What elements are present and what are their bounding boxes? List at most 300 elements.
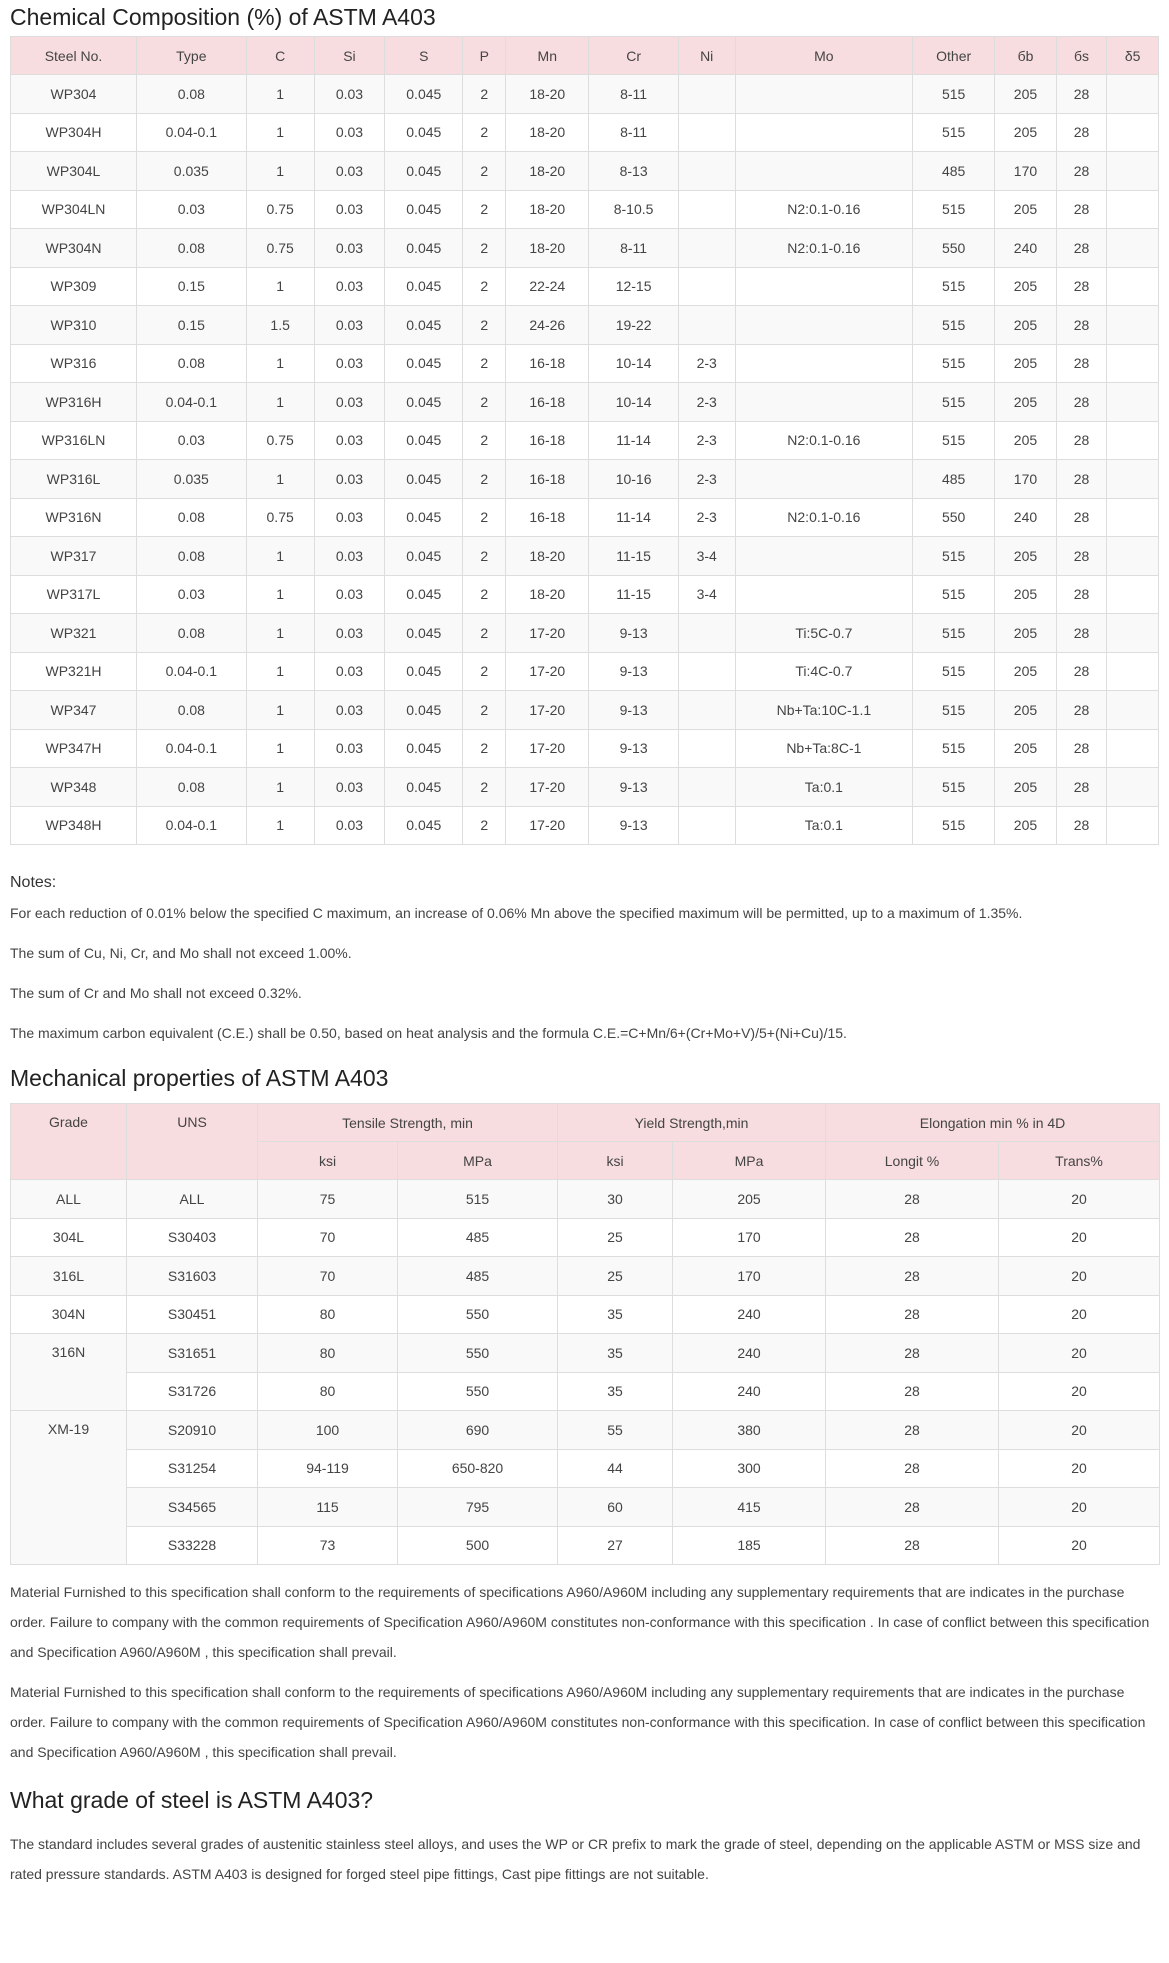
- table-cell: Ti:5C-0.7: [735, 614, 913, 653]
- table-cell: 550: [398, 1295, 558, 1334]
- table-cell: 0.03: [314, 190, 385, 229]
- table-cell: [678, 267, 735, 306]
- table-cell: N2:0.1-0.16: [735, 421, 913, 460]
- table-row: [11, 460, 1159, 499]
- table-cell: 515: [398, 1180, 558, 1219]
- table-cell: 205: [995, 537, 1057, 576]
- table-cell: 28: [1056, 383, 1106, 422]
- table-cell: 515: [913, 344, 995, 383]
- table-cell: [735, 75, 913, 114]
- table-cell: S31254: [127, 1449, 258, 1488]
- table-cell: 20: [999, 1334, 1160, 1373]
- table-cell: 10-14: [589, 383, 678, 422]
- table-row: [11, 306, 1159, 345]
- table-cell: 550: [913, 229, 995, 268]
- table-cell: 2: [463, 190, 506, 229]
- table-row: [11, 113, 1159, 152]
- table-cell: 28: [826, 1180, 999, 1219]
- table-cell: 16-18: [506, 344, 589, 383]
- table-cell: 170: [995, 460, 1057, 499]
- table-cell: 205: [995, 614, 1057, 653]
- table-cell: 1: [246, 652, 314, 691]
- table-cell: 28: [1056, 768, 1106, 807]
- table-cell: 0.045: [385, 190, 463, 229]
- chemical-column-header: C: [246, 37, 314, 75]
- table-cell: 515: [913, 113, 995, 152]
- table-cell: 94-119: [258, 1449, 398, 1488]
- table-cell: 25: [558, 1257, 673, 1296]
- table-cell: 240: [673, 1295, 826, 1334]
- table-cell: 0.03: [314, 75, 385, 114]
- table-cell: 240: [995, 229, 1057, 268]
- table-cell: 11-15: [589, 575, 678, 614]
- chemical-column-header: Cr: [589, 37, 678, 75]
- table-cell: 9-13: [589, 806, 678, 845]
- table-cell: 205: [995, 768, 1057, 807]
- chemical-column-header: δ5: [1107, 37, 1159, 75]
- note-item: The maximum carbon equivalent (C.E.) shall be 0.50, based on heat analysis and the formula C.E.=C+Mn/6+(Cr+Mo+V)/5+(Ni+Cu)/15.: [10, 1025, 847, 1041]
- table-cell: Ta:0.1: [735, 806, 913, 845]
- table-cell: [1107, 498, 1159, 537]
- table-row: [11, 537, 1159, 576]
- table-cell: 28: [1056, 537, 1106, 576]
- table-cell: WP304: [11, 75, 137, 114]
- table-cell: 17-20: [506, 652, 589, 691]
- table-cell: 485: [913, 460, 995, 499]
- table-cell: 1: [246, 575, 314, 614]
- table-cell: 0.045: [385, 729, 463, 768]
- table-cell: 70: [258, 1257, 398, 1296]
- chemical-column-header: Steel No.: [11, 37, 137, 75]
- table-cell: [1107, 652, 1159, 691]
- table-cell: [1107, 421, 1159, 460]
- table-cell: [678, 806, 735, 845]
- table-cell: [1107, 614, 1159, 653]
- table-cell: WP348H: [11, 806, 137, 845]
- table-cell: 0.75: [246, 190, 314, 229]
- table-cell: 205: [995, 267, 1057, 306]
- table-cell: S31603: [127, 1257, 258, 1296]
- table-cell: WP309: [11, 267, 137, 306]
- table-cell: 8-13: [589, 152, 678, 191]
- table-cell: 18-20: [506, 113, 589, 152]
- table-cell: S30451: [127, 1295, 258, 1334]
- table-cell: S31651: [127, 1334, 258, 1373]
- table-cell: 2: [463, 768, 506, 807]
- table-row: [11, 1488, 1160, 1527]
- grade-cell: 304N: [11, 1295, 127, 1334]
- table-row: [11, 614, 1159, 653]
- table-row: [11, 421, 1159, 460]
- table-cell: 300: [673, 1449, 826, 1488]
- conformance-paragraph: Material Furnished to this specification shall conform to the requirements of specifications A960/A960M including any supplementary requirements that are indicates in the purchase order. Failure to company with the common requirements of Specification A960/A960M constitutes non-conformance with this specification. In case of conflict between this specification and Specification A960/A960M , this specification shall prevail.: [10, 1684, 1146, 1760]
- table-cell: 28: [1056, 75, 1106, 114]
- table-cell: 2: [463, 729, 506, 768]
- table-cell: S33228: [127, 1526, 258, 1565]
- table-cell: [1107, 768, 1159, 807]
- table-cell: [678, 113, 735, 152]
- table-row: [11, 267, 1159, 306]
- table-cell: [1107, 344, 1159, 383]
- table-cell: 60: [558, 1488, 673, 1527]
- table-cell: 380: [673, 1411, 826, 1450]
- table-cell: 28: [1056, 729, 1106, 768]
- table-row: [11, 1411, 1160, 1450]
- table-cell: 17-20: [506, 768, 589, 807]
- table-cell: 17-20: [506, 729, 589, 768]
- table-row: [11, 768, 1159, 807]
- table-cell: 28: [1056, 306, 1106, 345]
- table-cell: 1: [246, 691, 314, 730]
- table-cell: 16-18: [506, 421, 589, 460]
- table-cell: 73: [258, 1526, 398, 1565]
- table-cell: 28: [1056, 421, 1106, 460]
- table-cell: [735, 383, 913, 422]
- chemical-column-header: S: [385, 37, 463, 75]
- table-cell: 0.04-0.1: [137, 729, 247, 768]
- table-cell: 80: [258, 1372, 398, 1411]
- table-cell: 2: [463, 614, 506, 653]
- table-cell: 0.03: [314, 614, 385, 653]
- table-cell: 795: [398, 1488, 558, 1527]
- table-cell: 28: [1056, 806, 1106, 845]
- table-cell: 0.045: [385, 537, 463, 576]
- table-cell: [1107, 729, 1159, 768]
- table-cell: 75: [258, 1180, 398, 1219]
- table-cell: 690: [398, 1411, 558, 1450]
- table-cell: 28: [826, 1295, 999, 1334]
- yield-header: Yield Strength,min: [558, 1104, 826, 1142]
- table-cell: 17-20: [506, 614, 589, 653]
- chemical-column-header: Other: [913, 37, 995, 75]
- table-cell: 1: [246, 383, 314, 422]
- table-row: [11, 806, 1159, 845]
- table-cell: WP317: [11, 537, 137, 576]
- table-cell: 205: [995, 75, 1057, 114]
- table-cell: [1107, 806, 1159, 845]
- table-cell: [1107, 190, 1159, 229]
- table-cell: 0.08: [137, 614, 247, 653]
- table-cell: 550: [398, 1334, 558, 1373]
- table-cell: WP347H: [11, 729, 137, 768]
- table-cell: 0.03: [314, 229, 385, 268]
- table-cell: 550: [398, 1372, 558, 1411]
- table-cell: 2-3: [678, 421, 735, 460]
- table-cell: [735, 537, 913, 576]
- table-cell: 17-20: [506, 691, 589, 730]
- table-cell: 9-13: [589, 614, 678, 653]
- yield-ksi-header: ksi: [558, 1142, 673, 1180]
- table-cell: 28: [826, 1334, 999, 1373]
- table-cell: S31726: [127, 1372, 258, 1411]
- tensile-mpa-header: MPa: [398, 1142, 558, 1180]
- table-cell: 28: [826, 1449, 999, 1488]
- table-cell: 1: [246, 75, 314, 114]
- table-cell: [1107, 152, 1159, 191]
- table-cell: 485: [913, 152, 995, 191]
- table-cell: 0.04-0.1: [137, 383, 247, 422]
- table-cell: 8-11: [589, 229, 678, 268]
- table-cell: 28: [1056, 190, 1106, 229]
- table-cell: 28: [1056, 652, 1106, 691]
- table-cell: 28: [826, 1488, 999, 1527]
- elongation-header: Elongation min % in 4D: [826, 1104, 1160, 1142]
- table-cell: WP304N: [11, 229, 137, 268]
- table-cell: 0.045: [385, 229, 463, 268]
- table-cell: 515: [913, 575, 995, 614]
- chemical-composition-table: [10, 36, 1159, 845]
- table-row: [11, 1372, 1160, 1411]
- table-row: [11, 729, 1159, 768]
- table-cell: 485: [398, 1218, 558, 1257]
- table-cell: 10-14: [589, 344, 678, 383]
- table-cell: 28: [826, 1372, 999, 1411]
- table-cell: 1: [246, 768, 314, 807]
- table-cell: 28: [1056, 152, 1106, 191]
- table-cell: 19-22: [589, 306, 678, 345]
- table-cell: 2: [463, 537, 506, 576]
- grade-section-text: The standard includes several grades of austenitic stainless steel alloys, and uses the WP or CR prefix to mark the grade of steel, depending on the applicable ASTM or MSS size and rated pressure standards. ASTM A403 is designed for forged steel pipe fittings, Cast pipe fittings are not suitable.: [10, 1836, 1141, 1882]
- table-cell: 20: [999, 1411, 1160, 1450]
- table-cell: WP310: [11, 306, 137, 345]
- note-item: The sum of Cu, Ni, Cr, and Mo shall not exceed 1.00%.: [10, 945, 352, 961]
- table-cell: 415: [673, 1488, 826, 1527]
- grade-header: Grade: [11, 1104, 127, 1180]
- table-cell: 650-820: [398, 1449, 558, 1488]
- table-row: [11, 1526, 1160, 1565]
- table-cell: 0.045: [385, 691, 463, 730]
- table-cell: 1.5: [246, 306, 314, 345]
- table-cell: 205: [995, 575, 1057, 614]
- table-cell: 28: [1056, 460, 1106, 499]
- table-cell: 0.03: [314, 652, 385, 691]
- table-cell: 0.03: [314, 383, 385, 422]
- table-cell: [1107, 691, 1159, 730]
- table-cell: 70: [258, 1218, 398, 1257]
- grade-section-title: What grade of steel is ASTM A403?: [10, 1787, 374, 1813]
- grade-cell: 316L: [11, 1257, 127, 1296]
- table-row: [11, 190, 1159, 229]
- table-cell: 0.03: [137, 190, 247, 229]
- table-cell: 28: [1056, 614, 1106, 653]
- table-cell: 170: [673, 1257, 826, 1296]
- table-cell: 2: [463, 267, 506, 306]
- table-cell: WP316LN: [11, 421, 137, 460]
- table-cell: [678, 652, 735, 691]
- table-cell: 2: [463, 421, 506, 460]
- table-cell: 12-15: [589, 267, 678, 306]
- table-cell: 205: [673, 1180, 826, 1219]
- table-row: [11, 1257, 1160, 1296]
- table-cell: 550: [913, 498, 995, 537]
- table-cell: [678, 190, 735, 229]
- table-cell: WP316: [11, 344, 137, 383]
- table-cell: 0.08: [137, 344, 247, 383]
- table-cell: 28: [1056, 575, 1106, 614]
- table-cell: 0.03: [137, 421, 247, 460]
- table-cell: 100: [258, 1411, 398, 1450]
- table-cell: WP316L: [11, 460, 137, 499]
- table-cell: N2:0.1-0.16: [735, 498, 913, 537]
- table-cell: 2-3: [678, 344, 735, 383]
- grade-cell: 316N: [11, 1334, 127, 1411]
- table-cell: 0.03: [314, 691, 385, 730]
- table-cell: 27: [558, 1526, 673, 1565]
- table-cell: S34565: [127, 1488, 258, 1527]
- table-cell: [678, 75, 735, 114]
- table-cell: 185: [673, 1526, 826, 1565]
- table-cell: 20: [999, 1488, 1160, 1527]
- table-cell: [1107, 460, 1159, 499]
- table-cell: 18-20: [506, 575, 589, 614]
- table-cell: [678, 306, 735, 345]
- table-cell: [1107, 75, 1159, 114]
- table-cell: 35: [558, 1295, 673, 1334]
- table-cell: [735, 267, 913, 306]
- table-cell: 28: [1056, 229, 1106, 268]
- table-cell: 515: [913, 537, 995, 576]
- table-cell: 9-13: [589, 691, 678, 730]
- table-cell: 2-3: [678, 383, 735, 422]
- table-cell: 0.04-0.1: [137, 652, 247, 691]
- table-cell: 515: [913, 75, 995, 114]
- table-cell: WP304LN: [11, 190, 137, 229]
- table-cell: 20: [999, 1449, 1160, 1488]
- table-cell: 11-15: [589, 537, 678, 576]
- table-cell: 2: [463, 75, 506, 114]
- table-cell: WP304H: [11, 113, 137, 152]
- table-cell: [678, 229, 735, 268]
- table-cell: [735, 575, 913, 614]
- table-cell: ALL: [127, 1180, 258, 1219]
- table-cell: 515: [913, 190, 995, 229]
- table-cell: 0.045: [385, 267, 463, 306]
- table-cell: 55: [558, 1411, 673, 1450]
- table-cell: WP304L: [11, 152, 137, 191]
- table-row: [11, 1449, 1160, 1488]
- table-cell: 44: [558, 1449, 673, 1488]
- table-cell: 25: [558, 1218, 673, 1257]
- table-cell: 205: [995, 691, 1057, 730]
- table-row: [11, 152, 1159, 191]
- table-cell: [678, 691, 735, 730]
- note-item: For each reduction of 0.01% below the specified C maximum, an increase of 0.06% Mn above the specified maximum will be permitted, up to a maximum of 1.35%.: [10, 905, 1023, 921]
- table-cell: 1: [246, 113, 314, 152]
- table-cell: 0.03: [314, 421, 385, 460]
- table-cell: 24-26: [506, 306, 589, 345]
- table-cell: 18-20: [506, 190, 589, 229]
- table-cell: 0.045: [385, 498, 463, 537]
- chemical-column-header: Ni: [678, 37, 735, 75]
- table-cell: 205: [995, 806, 1057, 845]
- table-cell: 10-16: [589, 460, 678, 499]
- table-cell: 16-18: [506, 460, 589, 499]
- table-cell: 515: [913, 729, 995, 768]
- table-cell: 170: [673, 1218, 826, 1257]
- table-cell: N2:0.1-0.16: [735, 190, 913, 229]
- table-cell: 0.035: [137, 460, 247, 499]
- mechanical-properties-table: [10, 1103, 1160, 1565]
- table-cell: 18-20: [506, 537, 589, 576]
- table-cell: [1107, 383, 1159, 422]
- table-cell: 3-4: [678, 537, 735, 576]
- table-cell: 16-18: [506, 498, 589, 537]
- table-cell: Nb+Ta:8C-1: [735, 729, 913, 768]
- chemical-composition-title: Chemical Composition (%) of ASTM A403: [10, 4, 436, 30]
- table-cell: 0.08: [137, 498, 247, 537]
- table-row: [11, 691, 1159, 730]
- trans-header: Trans%: [999, 1142, 1160, 1180]
- chemical-column-header: Type: [137, 37, 247, 75]
- table-cell: 28: [826, 1257, 999, 1296]
- table-cell: 2: [463, 306, 506, 345]
- table-cell: 115: [258, 1488, 398, 1527]
- table-cell: 205: [995, 729, 1057, 768]
- table-cell: N2:0.1-0.16: [735, 229, 913, 268]
- table-cell: 0.045: [385, 344, 463, 383]
- table-cell: 2: [463, 652, 506, 691]
- table-cell: WP347: [11, 691, 137, 730]
- table-cell: 0.08: [137, 537, 247, 576]
- table-cell: 515: [913, 691, 995, 730]
- table-cell: 0.03: [314, 152, 385, 191]
- table-cell: 8-11: [589, 75, 678, 114]
- table-cell: 11-14: [589, 498, 678, 537]
- table-cell: 0.03: [314, 575, 385, 614]
- table-cell: S20910: [127, 1411, 258, 1450]
- table-cell: 0.045: [385, 575, 463, 614]
- table-cell: 80: [258, 1295, 398, 1334]
- table-cell: 240: [995, 498, 1057, 537]
- table-cell: 1: [246, 806, 314, 845]
- table-cell: 16-18: [506, 383, 589, 422]
- table-cell: 18-20: [506, 229, 589, 268]
- table-cell: 1: [246, 267, 314, 306]
- table-cell: 2-3: [678, 498, 735, 537]
- table-cell: 0.08: [137, 75, 247, 114]
- table-cell: 8-10.5: [589, 190, 678, 229]
- chemical-column-header: бb: [995, 37, 1057, 75]
- table-cell: 485: [398, 1257, 558, 1296]
- table-cell: 0.045: [385, 113, 463, 152]
- table-cell: 28: [1056, 498, 1106, 537]
- table-cell: 0.03: [314, 498, 385, 537]
- table-cell: 0.045: [385, 768, 463, 807]
- mechanical-table-body: [11, 1180, 1160, 1565]
- table-cell: 515: [913, 614, 995, 653]
- table-cell: 0.08: [137, 691, 247, 730]
- table-cell: 515: [913, 421, 995, 460]
- table-cell: 515: [913, 306, 995, 345]
- table-cell: 0.75: [246, 421, 314, 460]
- table-cell: 1: [246, 537, 314, 576]
- notes-heading: Notes:: [10, 874, 57, 891]
- table-cell: WP317L: [11, 575, 137, 614]
- table-cell: 1: [246, 152, 314, 191]
- table-cell: [678, 152, 735, 191]
- table-row: [11, 383, 1159, 422]
- table-cell: 35: [558, 1372, 673, 1411]
- table-cell: [678, 729, 735, 768]
- table-cell: 0.045: [385, 614, 463, 653]
- chemical-table-body: [11, 75, 1159, 845]
- table-cell: 0.03: [314, 344, 385, 383]
- table-cell: 0.045: [385, 152, 463, 191]
- chemical-column-header: бs: [1056, 37, 1106, 75]
- chemical-header-row: [11, 37, 1159, 75]
- table-cell: 1: [246, 344, 314, 383]
- table-cell: 1: [246, 614, 314, 653]
